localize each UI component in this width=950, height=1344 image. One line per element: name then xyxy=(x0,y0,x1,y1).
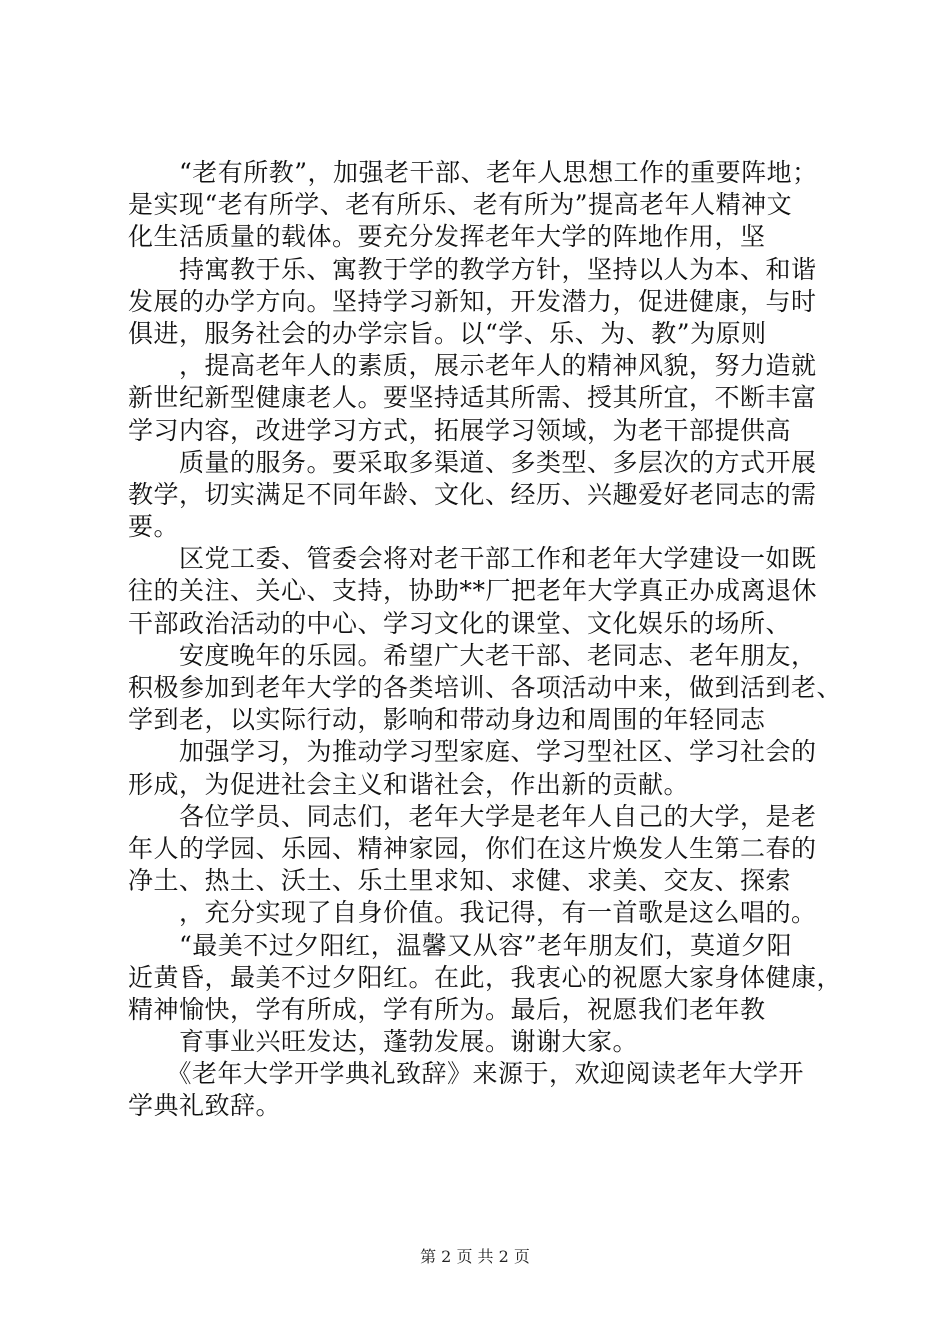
text-line: 区党工委、管委会将对老干部工作和老年大学建设一如既 xyxy=(128,544,817,574)
text-line: 学习内容，改进学习方式，拓展学习领域，为老干部提供高 xyxy=(128,415,792,445)
text-line: 化生活质量的载体。要充分发挥老年大学的阵地作用，坚 xyxy=(128,222,766,252)
text-line: 往的关注、关心、支持，协助**厂把老年大学真正办成离退休 xyxy=(128,576,818,606)
text-line: ，提高老年人的素质，展示老年人的精神风貌，努力造就 xyxy=(128,351,817,381)
document-body xyxy=(128,157,848,1123)
text-line: 持寓教于乐、寓教于学的教学方针，坚持以人为本、和谐 xyxy=(128,254,817,284)
text-line: 质量的服务。要采取多渠道、多类型、多层次的方式开展 xyxy=(128,447,817,477)
text-line: 积极参加到老年大学的各类培训、各项活动中来，做到活到老、 xyxy=(128,673,843,702)
text-line: 安度晚年的乐园。希望广大老干部、老同志、老年朋友， xyxy=(128,640,817,670)
text-line: 《老年大学开学典礼致辞》来源于，欢迎阅读老年大学开 xyxy=(128,1059,805,1089)
text-line: 年人的学园、乐园、精神家园，你们在这片焕发人生第二春的 xyxy=(128,833,817,863)
text-line: 要。 xyxy=(128,512,180,542)
text-line: 发展的办学方向。坚持学习新知，开发潜力，促进健康，与时 xyxy=(128,286,817,316)
text-line: 学到老，以实际行动，影响和带动身边和周围的年轻同志 xyxy=(128,705,766,735)
text-line: 加强学习，为推动学习型家庭、学习型社区、学习社会的 xyxy=(128,737,817,767)
page-indicator: 第 2 页 共 2 页 xyxy=(420,1247,530,1266)
text-line: 学典礼致辞。 xyxy=(128,1091,282,1121)
text-line: ，充分实现了自身价值。我记得，有一首歌是这么唱的。 xyxy=(128,898,817,928)
text-line: 俱进，服务社会的办学宗旨。以“学、乐、为、教”为原则 xyxy=(128,318,767,348)
page-footer xyxy=(0,1244,950,1267)
text-line: “最美不过夕阳红，温馨又从容”老年朋友们，莫道夕阳 xyxy=(128,930,793,960)
text-line: 干部政治活动的中心、学习文化的课堂、文化娱乐的场所、 xyxy=(128,608,792,638)
text-line: 是实现“老有所学、老有所乐、老有所为”提高老年人精神文 xyxy=(128,190,793,220)
text-line: 新世纪新型健康老人。要坚持适其所需、授其所宜，不断丰富 xyxy=(128,383,817,413)
text-line: 教学，切实满足不同年龄、文化、经历、兴趣爱好老同志的需 xyxy=(128,479,817,509)
text-line: 精神愉快，学有所成，学有所为。最后，祝愿我们老年教 xyxy=(128,994,766,1024)
text-line: “老有所教”，加强老干部、老年人思想工作的重要阵地； xyxy=(128,158,818,187)
text-line: 净土、热土、沃土、乐土里求知、求健、求美、交友、探索 xyxy=(128,866,792,896)
text-line: 近黄昏，最美不过夕阳红。在此，我衷心的祝愿大家身体健康， xyxy=(128,962,843,992)
text-line: 各位学员、同志们，老年大学是老年人自己的大学，是老 xyxy=(128,801,817,831)
text-line: 形成，为促进社会主义和谐社会，作出新的贡献。 xyxy=(128,769,690,799)
text-line: 育事业兴旺发达，蓬勃发展。谢谢大家。 xyxy=(128,1027,639,1057)
